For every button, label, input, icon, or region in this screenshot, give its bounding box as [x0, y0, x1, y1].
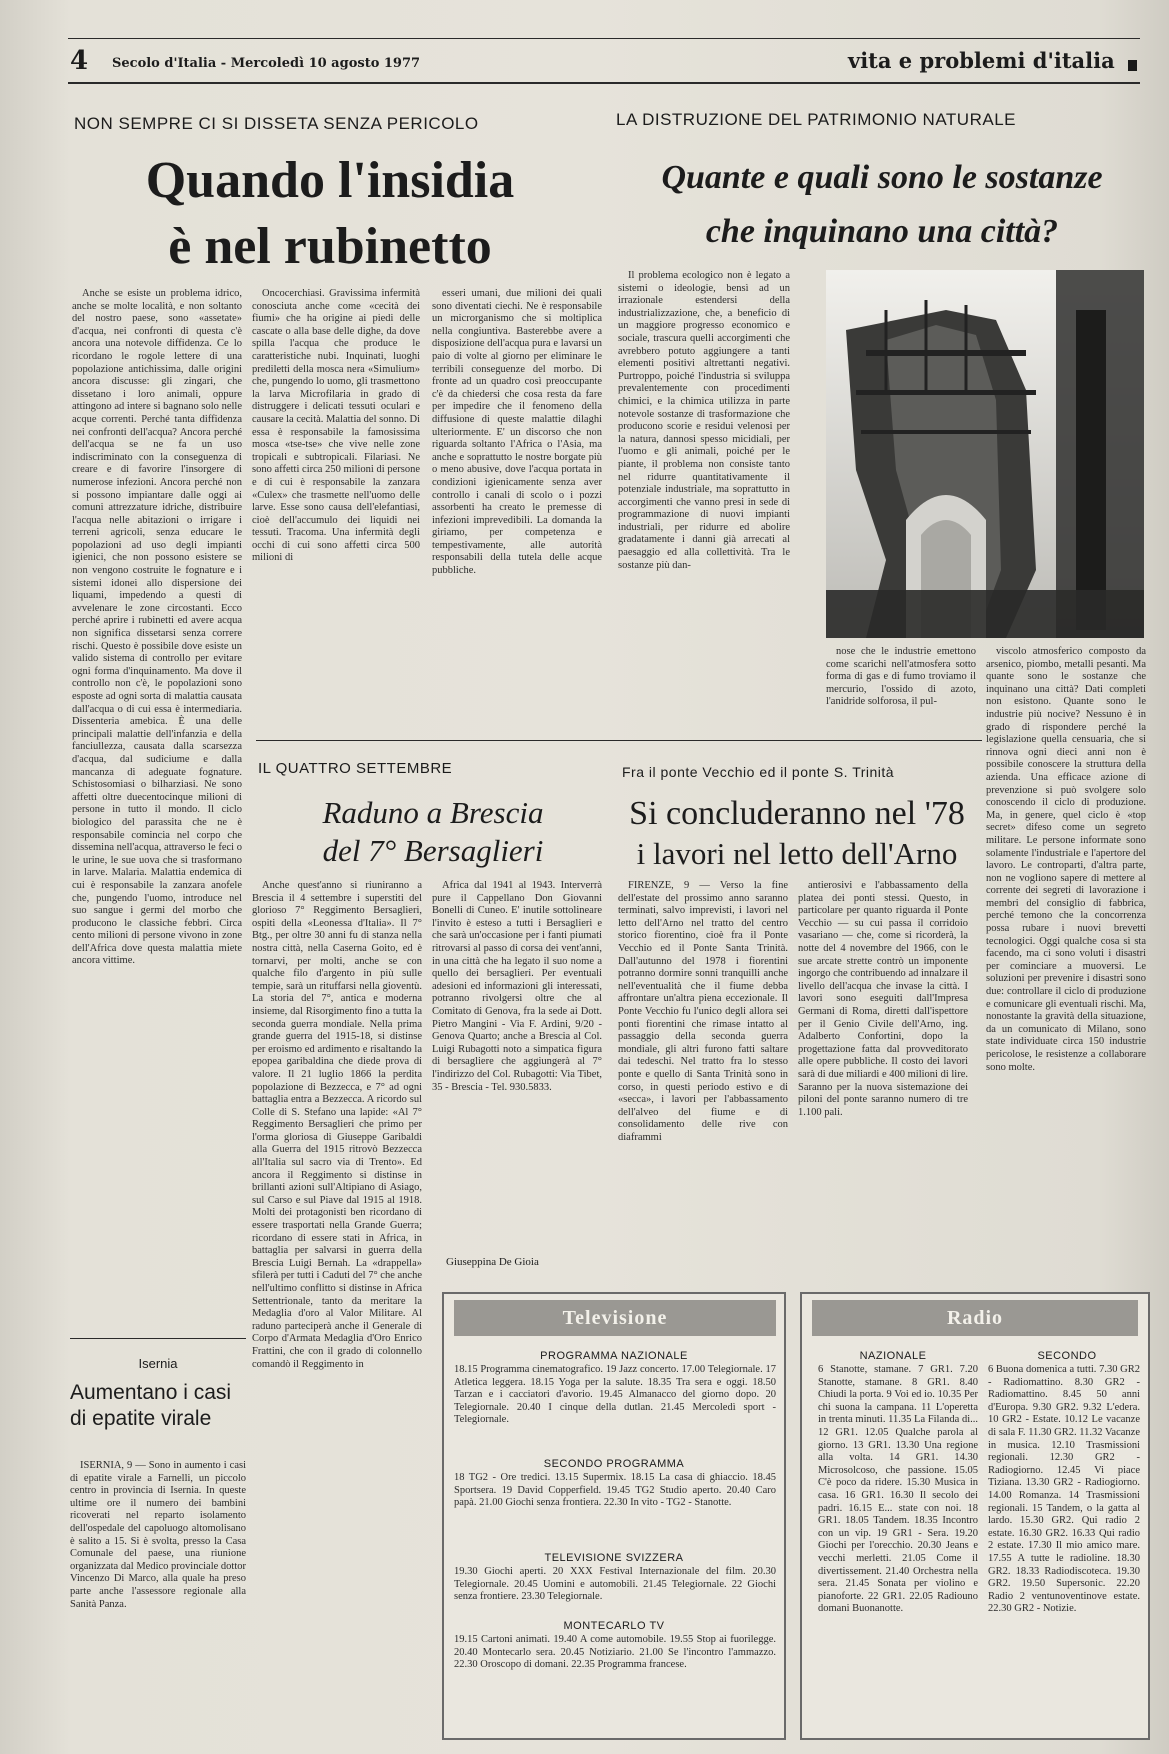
rubinetto-text-2: Oncocerchiasi. Gravissima infermità conosciuta anche come «cecità dei fiumi» che ha origine ai piedi delle cascate o alla base delle dighe, da dove spilla l'acqua che produce le caratteristiche nubi. Inquinati, luoghi prediletti della mosca nera «Simulium» che, pungendo lo uomo, gli trasmettono la larva Microfilaria in grado di distruggere i delicati tessuti oculari e causare la cecità. Malattia del sonno. Di essa è responsabile la famosissima mosca «tse-tse» che vive nelle zone tropicali e subtropicali. Filariasi. Ne sono affetti circa 250 milioni di persone e di cui è responsabile la zanzara «Culex» che trasmette nell'uomo delle larve. Esse sono causa dell'elefantiasi, cioè dell'accumulo dei liquidi nei tessuti. Tracoma. Una infermità degli occhi di cui sono affetti circa 500 milioni di [252, 288, 420, 564]
headline-inquinanti-line1: Quante e quali sono le sostanze [661, 159, 1103, 196]
rubinetto-text-3: esseri umani, due milioni dei quali sono diventati ciechi. Ne è responsabile un microrganismo che si moltiplica nella congiuntiva. Basterebbe avere a disposizione dell'acqua pura e lavarsi un paio di volte al giorno per eliminare le terribili conseguenze del morbo. Di fronte ad un quadro così preoccupante c'è da chiedersi che cosa resta da fare per impedire che il fenomeno della diffusione di queste malattie dilaghi ulteriormente. E' un discorso che non riguarda soltanto l'Africa o l'Asia, ma anche e soprattutto le nostre borgate più o meno abusive, dove l'acqua portata in condizioni igienicamente senza aver controllo i canali di scolo o i pozzi assorbenti ha creato le premesse di infezioni imprevedibili. La domanda la giriamo, per competenza e tempestivamente, alle autorità responsabili della tutela delle acque pubbliche. [432, 288, 602, 577]
inquinanti-column-1 [618, 270, 790, 722]
inquinanti-column-2 [826, 646, 976, 726]
headline-bersaglieri-line1: Raduno a Brescia [322, 795, 544, 830]
tv-nazionale-title: PROGRAMMA NAZIONALE [540, 1350, 688, 1362]
kicker-inquinanti: LA DISTRUZIONE DEL PATRIMONIO NATURALE [616, 110, 1016, 129]
headline-epatite: Aumentano i casi di epatite virale [70, 1381, 232, 1430]
bersaglieri-column-1 [252, 880, 422, 1480]
headline-arno-line1: Si concluderanno nel '78 [629, 795, 965, 832]
inquinanti-text-1: Il problema ecologico non è legato a sistemi o ideologie, bensì ad un irrazionale estendersi della industrializzazione, che, a beneficio di un maggiore progresso economico e sociale, trascura quelli accorgimenti che avrebbero potuto aggiungere a tanti elementi positivi altrettanti negativi. Purtroppo, poiché l'industria si sviluppa prevalentemente con procedimenti chimici, e la chimica utilizza in parte notevole sostanze di trasformazione che producono scorie e residui velenosi per la natura, dannosi spesso micidiali, per l'uomo e gli animali, poiché per le piante, il problema non consiste tanto nel ridurre quantitativamente il potenziale industriale, ma soprattutto in accorgimenti che vanno presi in sede di programmazione di nuovi impianti industriali, per ridurre ed abolire gradatamente i danni già arrecati al paesaggio ed alla collettività. Tra le sostanze più dan- [618, 270, 790, 571]
epatite-column [70, 1460, 246, 1740]
kicker-arno: Fra il ponte Vecchio ed il ponte S. Trinità [622, 764, 895, 780]
rubinetto-text-1: Anche se esiste un problema idrico, anche se molte località, e non soltanto del nostro paese, sono «assetate» d'acqua, nei confronti di questa c'è ancora una notevole diffidenza. Ce lo ricordano le rogole lettere di una popolazione antichissima, dalle origini ancora discusse: gli zingari, che dissetano i loro animali, oppure attingono ad intere si bagnano solo nelle acque correnti. Perché tanta diffidenza nei confronti dell'acqua? Ancora perché dell'acqua se ne fa un uso indiscriminato con la conseguenza di creare e di favorire l'insorgere di numerose infezioni. Ancora perché non si possono impiantare dalle oggi ai comuni attrezzature idriche, distribuire l'acqua nelle abitazioni o irrigare i terreni agricoli, senza educare le popolazioni ad uso degli impianti igienici, che non possono esistere se non vengono costruite le fognature e i sistemi idonei allo dispersione dei liquami, impedendo a questi di avvelenare le zone circostanti. Ecco perché aprire i rubinetti ed avere acqua non significa dissetarsi senza correre rischi. Questo è possibile dove esiste un valido sistema di controllo per evitare ogni forma d'inquinamento. Ma dove il controllo non c'è, le popolazioni sono esposte ad ogni sorta di malattia causata dall'acqua o di cui essa è intermediaria. Dissenteria amebica. È una delle principali malattie dell'infanzia e della fanciullezza, causata dalla scarsezza d'acqua, dal sudiciume e dalla mancanza di adeguate fognature. Schistosomiasi o bilharziasi. Ne sono affetti oltre duecentocinque milioni di persone in tutto il mondo. Il ciclo biologico del parassita che ne è responsabile comincia nel corpo che dissemina nell'acqua, attraverso le feci o le urine, le sue uova che si trasformano in larve. Malaria. Malattia endemica di cui è responsabile la zanzara anofele che, pungendo l'uomo, introduce nel suo sangue i germi del morbo che producono le classiche febbri. Circa cento milioni di persone vivono in zone dell'Africa dove questa malattia miete ancora vittime. [72, 288, 242, 967]
arno-column-1 [618, 880, 788, 1260]
tv-title: Televisione [454, 1300, 776, 1336]
tv-secondo-title: SECONDO PROGRAMMA [543, 1458, 685, 1470]
rubinetto-column-3 [432, 288, 602, 718]
tv-svizzera-text: 19.30 Giochi aperti. 20 XXX Festival Internazionale del film. 20.30 Telegiornale. 20.45 Uomini e automobili. 21.45 Telegiornale. 22 Giochi senza frontiere. 23.30 Telegiornale. [454, 1566, 776, 1603]
arno-column-2 [798, 880, 968, 1260]
tv-montecarlo-title: MONTECARLO TV [563, 1620, 665, 1632]
inquinanti-text-3: viscolo atmosferico composto da arsenico, piombo, metalli pesanti. Ma quante sono le sostanze che inquinano una città? Dati completi non esistono. Quante sono le industrie più nocive? Nessuno è in grado di rispondere perché la legislazione quella censuaria, che si rinnova ogni dieci anni non è possibile conoscere la struttura della azienda. Una efficace azione di prevenzione si può svolgere solo conoscendo il ciclo di produzione. Ma, in genere, quel ciclo è «top secret» difeso come un segreto militare. Le persone informate sono solamente l'industriale e l'apertore del lavoro. Le controparti, d'altra parte, non ne vogliono sapere di mettere al corrente dei segreti di lavorazione i membri del consiglio di fabbrica, perché temono che la concorrenza possa rubare i nuovi brevetti tecnologici. Oggi qualche cosa si sta facendo, ma ci sono voluti i disastri per cominciare a muoversi. Le soluzioni per prevenire i disastri sono due: controllare il ciclo di produzione e comunicare gli eventuali rischi. Ma, nonostante la gravità della situazione, da un comunicato di Milano, sono state individuate circa 150 industrie pericolose, le resistenze a collaborare sono molte. [986, 646, 1146, 1073]
radio-secondo-title: SECONDO [1037, 1350, 1097, 1362]
bersaglieri-text-1: Anche quest'anno si riuniranno a Brescia il 4 settembre i superstiti del glorioso 7° Reggimento Bersaglieri, ospiti della «Leonessa d'Italia». Il 7° Btg., per oltre 30 anni fu di stanza nella nostra città, nella Caserna Goito, ed è tornarvi, per molti, anche se con qualche filo d'argento in più sulle tempie, sarà un rituffarsi nella gioventù. La storia del 7°, antica e moderna insieme, dal Risorgimento fino a tutta la seconda guerra mondiale. Nella prima grande guerra del 1915-18, si distinse per eroismo ed ardimento e risaltando la epopea garibaldina che diede prova di valore. Il 21 luglio 1866 la perdita popolazione di Bezzecca, e 7° ad ogni battaglia entra a Bezzecca. A ricordo sul Colle di S. Stefano una lapide: «Al 7° Reggimento Bersaglieri che primo per l'orma gloriosa di Giuseppe Garibaldi alla Guerra del 1915 ritrovò Bezzecca all'Italia sul sacro via di Trento». Ed ancora il Reggimento si distinse in brillanti azioni sull'Altipiano di Asiago, sul Carso e sul Piave dal 1915 al 1918. Molti dei protagonisti ben ricordano di essere trasportati nella Grande Guerra; ricordano di essere stati in Africa, in battaglia per salvarsi in guerra della Brescia Luigi Bernah. La «drappella» sfilerà per tutti i Caduti del 7° che anche nell'ultimo conflitto si distinse in Africa Settentrionale, tanto da meritare la Medaglia d'oro al Valor Militare. Al raduno parteciperà anche il Generale di Corpo d'Armata Medaglia d'Oro Enrico Frattini, che con il grado di colonnello comandò il Reggimento in [252, 880, 422, 1370]
industrial-plant-photo [826, 270, 1144, 638]
tv-montecarlo-text: 19.15 Cartoni animati. 19.40 A come automobile. 19.55 Stop ai fuorilegge. 20.40 Montecarlo sera. 20.45 Notiziario. 21.00 Se l'incontro l'ammazzo. 22.30 Oroscopo di domani. 22.35 Programma francese. [454, 1634, 776, 1671]
radio-title: Radio [812, 1300, 1138, 1336]
section-title: vita e problemi d'italia [848, 48, 1115, 73]
arno-text-2: antierosivi e l'abbassamento della platea dei ponti stessi. Questo, in particolare per quanto riguarda il Ponte Vecchio — su cui passa il corridoio vasariano — che, come si ricorderà, la notte del 4 novembre del 1966, con le sue arcate strette contrò un imponente ingorgo che contribuendo ad innalzare il livello dell'acqua che invase la città. I lavori sono eseguiti dall'Impresa Germani di Roma, diretti dall'ispettore per il Genio Civile dell'Arno, ing. Adalberto Confortini, dopo la progettazione fatta dal provveditorato alle opere pubbliche. Il costo dei lavori sarà di due miliardi e 400 milioni di lire. Saranno per la nuova sistemazione dei piloni del ponte saranno numero di tre 1.100 pali. [798, 880, 968, 1118]
headline-rubinetto-line2: è nel rubinetto [168, 218, 492, 275]
radio-secondo-text: 6 Buona domenica a tutti. 7.30 GR2 - Radiomattino. 8.30 GR2 - Radiomattino. 8.45 50 anni d'Europa. 9.30 GR2. 9.32 L'edera. 10 GR2 - Estate. 10.12 Le vacanze di sala F. 11.30 GR2. 11.32 Vacanze in musica. 12.10 Trasmissioni regionali. 12.30 GR2 - Radiogiorno. 12.45 Vi piace Tiziana. 13.30 GR2 - Radiogiorno. 14.00 Romanza. 14 Trasmissioni regionali. 15 Tandem, o la gatta al lardo. 15.30 GR2. Qui radio 2 estate. 16.30 GR2. 16.33 Qui radio 2 estate. 17.30 Il mio amico mare. 17.55 A tutte le radioline. 18.30 GR2. 18.33 Radiodiscoteca. 19.30 GR2. 19.50 Supersonic. 22.20 Radio 2 ventunoventinove estate. 22.30 GR2 - Notizie. [988, 1364, 1140, 1615]
epatite-rule [70, 1338, 246, 1339]
masthead-top-rule [68, 38, 1140, 39]
kicker-bersaglieri: IL QUATTRO SETTEMBRE [258, 760, 453, 777]
tv-nazionale-text: 18.15 Programma cinematografico. 19 Jazz concerto. 17.00 Telegiornale. 17 Atletica leggera. 18.15 Yoga per la salute. 18.35 Tra sera e oggi. 18.50 Tarzan e i cacciatori d'avorio. 19.45 Almanacco del giorno dopo. 20 Telegiornale. 20.40 I cinque della dutlan. 21.45 Mercoledì sport - Telegiornale. [454, 1364, 776, 1426]
arno-text-1: FIRENZE, 9 — Verso la fine dell'estate del prossimo anno saranno terminati, salvo imprevisti, i lavori nel letto dell'Arno nel tratto del centro storico fiorentino, cioè fra il Ponte Vecchio ed il Ponte Santa Trinità. Dall'autunno del 1978 i fiorentini potranno dormire sonni tranquilli anche nell'eventualità che il fiume debba affrontare un'altra piena eccezionale. Il Ponte Vecchio fu l'unico degli allora sei ponti fiorentini che rimase intatto al passaggio della seconda guerra mondiale, gli altri furono fatti saltare dai tedeschi. Nel tratto fra lo stesso ponte e quello di Santa Trinità sono in corso, in questi periodo estivo e di «secca», i lavori per l'abbassamento dell'alveo del fiume e di consolidamento delle rive con diaframmi [618, 880, 788, 1143]
tv-secondo-text: 18 TG2 - Ore tredici. 13.15 Supermix. 18.15 La casa di ghiaccio. 18.45 Sportsera. 19 David Copperfield. 19.45 TG2 Studio aperto. 20.40 Caro papà. 21.00 Giochi senza frontiera. 22.30 In vito - TG2 - Stanotte. [454, 1472, 776, 1509]
headline-inquinanti-line2: che inquinano una città? [705, 213, 1059, 250]
section-separator [256, 740, 982, 741]
bersaglieri-column-2 [432, 880, 602, 1254]
headline-rubinetto-line1: Quando l'insidia [145, 152, 515, 209]
kicker-rubinetto: NON SEMPRE CI SI DISSETA SENZA PERICOLO [74, 114, 479, 133]
rubinetto-column-1 [72, 288, 242, 1324]
radio-nazionale-text: 6 Stanotte, stamane. 7 GR1. 7.20 Stanotte, stamane. 8 GR1. 8.40 Chiudi la porta. 9 Voi ed io. 10.35 Per chi suona la campana. 11 L'operetta in trenta minuti. 11.35 La Filanda di... 12 GR1. 12.05 Qualche parola al giorno. 13 GR1. 13.30 Una regione alla volta. 14 GR1. 14.30 Microsolcoso, che passione. 15.05 C'è poco da ridere. 15.30 Musica in casa. 16 GR1. 16.30 Il secolo dei padri. 16.15 E... state con noi. 18 GR1. 18.05 Tandem. 18.35 Incontro con un vip. 19 GR1 - Sera. 19.20 Giochi per l'orecchio. 20.30 Jeans e vecchi merletti. 21.05 Come il divertissement. 21.40 Orchestra nella sera. 21.45 Sonata per violino e pianoforte. 22 GR1. 22.05 Radiouno domani Buonanotte. [818, 1364, 978, 1615]
masthead-bottom-rule [68, 82, 1140, 84]
epatite-text: ISERNIA, 9 — Sono in aumento i casi di epatite virale a Farnelli, un piccolo centro in provincia di Isernia. In queste ultime ore il numero dei bambini ricoverati nel reparto isolamento dell'ospedale del capoluogo altomolisano è salito a 15. Si è svolta, presso la Casa Comunale del paese, una riunione organizzata dal Medico provinciale dottor Vincenzo Di Marco, alla quale ha preso parte anche l'assessore regionale alla Sanità Panza. [70, 1460, 246, 1610]
industrial-plant-illustration [826, 270, 1144, 638]
bersaglieri-byline: Giuseppina De Gioia [446, 1256, 539, 1268]
kicker-epatite: Isernia [138, 1356, 178, 1371]
publication-line: Secolo d'Italia - Mercoledì 10 agosto 1977 [112, 56, 421, 71]
rubinetto-column-2 [252, 288, 420, 718]
section-marker [1128, 60, 1137, 71]
inquinanti-text-2: nose che le industrie emettono come scarichi nell'atmosfera sotto forma di gas e di fumo troviamo il mercurio, l'ossido di azoto, l'anidride solforosa, il pul- [826, 646, 976, 708]
page-number: 4 [70, 46, 89, 76]
headline-arno-line2: i lavori nel letto dell'Arno [636, 836, 958, 871]
tv-svizzera-title: TELEVISIONE SVIZZERA [544, 1552, 684, 1564]
bersaglieri-text-2: Africa dal 1941 al 1943. Interverrà pure il Cappellano Don Giovanni Bonelli di Cuneo. E' inutile sottolineare l'invito è esteso a tutti i Bersaglieri e che sarà un'occasione per i fanti piumati ritrovarsi al passo di corsa dei vent'anni, in una città che ha legato il suo nome a quello dei bersaglieri. Per eventuali adesioni ed informazioni gli interessati, potranno rivolgersi oltre che al Comitato di Genova, fra la sede ai Dott. Pietro Mangini - Via F. Ardini, 9/20 - Genova Quarto; anche a Brescia al Col. Luigi Rubagotti noto a simpatica figura di bersagliere che aggiungerà al 7° l'indirizzo del Col. Rubagotti: Via Tibet, 35 - Brescia - Tel. 930.5833. [432, 880, 602, 1093]
headline-bersaglieri-line2: del 7° Bersaglieri [322, 833, 544, 868]
radio-nazionale-title: NAZIONALE [859, 1350, 927, 1362]
